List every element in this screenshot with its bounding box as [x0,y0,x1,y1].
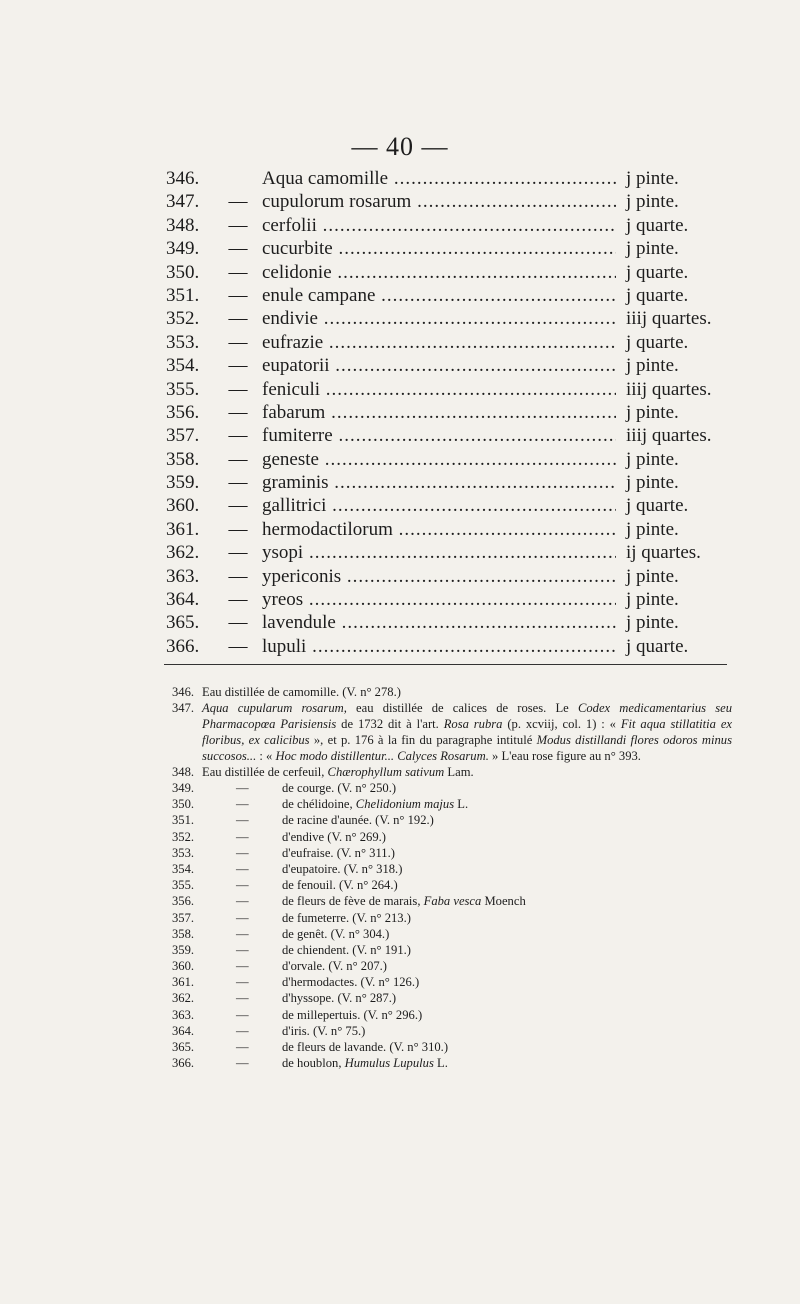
footnote-346 [172,684,732,700]
ditto-dash: — [228,238,248,260]
entry-quantity: j pinte. [626,448,679,470]
entry-name: cerfolii ..... [262,215,616,237]
ditto-dash: — [228,565,248,587]
ditto-dash: — [236,894,249,909]
entry-number: 366. [166,635,200,657]
entry-number: 346. [166,168,200,189]
ditto-dash: — [228,214,248,236]
ditto-dash: — [236,926,249,941]
footnote-row [172,845,732,861]
footnote-row [172,893,732,909]
ditto-dash: — [236,991,249,1006]
entry-row [166,612,726,635]
entry-row [166,379,726,402]
ditto-dash: — [236,845,249,860]
ditto-dash: — [228,378,248,400]
entry-row [166,355,726,378]
ditto-dash: — [228,472,248,494]
footnote-number: 359. [172,942,195,957]
ditto-dash: — [236,1040,249,1054]
entry-number: 347. [166,191,200,213]
footnote-row [172,780,732,796]
entry-name: hermodactilorum ..... [262,519,616,541]
entry-row [166,402,726,425]
ditto-dash: — [228,261,248,283]
text-run: Moench [481,894,526,909]
entry-quantity: iiij quartes. [626,308,712,330]
footnote-number: 363. [172,1007,195,1022]
text-run: d'hermodactes. (V. n° 126.) [282,975,420,990]
entry-row [166,332,726,355]
ditto-dash: — [236,1056,249,1071]
entry-quantity: j pinte. [626,589,679,611]
text-run: L. [454,797,469,812]
ditto-dash: — [236,1023,249,1038]
ditto-dash: — [228,589,248,611]
entry-number: 358. [166,448,200,470]
ditto-dash: — [236,813,249,828]
entry-name: fabarum ..... [262,402,616,424]
latin-name: Chærophyllum sativum [327,765,445,779]
text-run: de fleurs de fève de marais, [282,894,424,909]
entry-row [166,215,726,238]
footnote-text [282,780,732,796]
ditto-dash: — [228,331,248,353]
footnote-number: 364. [172,1023,195,1038]
ditto-dash: — [228,284,248,306]
entry-name: lavendule ..... [262,612,616,634]
entry-row [166,495,726,518]
entry-quantity: j quarte. [626,331,689,353]
page-number: — 40 — [351,132,449,161]
entry-name: graminis ..... [262,472,616,494]
entry-number: 363. [166,565,200,587]
entry-name: endivie ..... [262,308,616,330]
entry-row [166,191,726,214]
footnote-text [282,910,732,926]
text-run: de fumeterre. (V. n° 213.) [282,910,411,925]
footnote-row [172,796,732,812]
entry-row [166,519,726,542]
entry-name: fumiterre ..... [262,425,616,447]
footnote-row [172,974,732,990]
footnote-text [282,1007,732,1023]
footnote-row [172,990,732,1006]
ditto-dash: — [236,959,249,974]
footnote-number: 346. [172,685,195,699]
latin-name: Humulus Lupulus [344,1056,434,1071]
footnote-text [282,812,732,828]
text-run: de houblon, [282,1056,345,1071]
text-run: », et p. 176 à la fin du paragraphe intitulé [309,733,537,747]
entry-quantity: j pinte. [626,191,679,213]
ditto-dash: — [228,542,248,564]
ditto-dash: — [228,355,248,377]
footnote-row [172,812,732,828]
footnote-number: 351. [172,813,195,828]
entry-list [166,168,726,659]
entry-row [166,449,726,472]
entry-number: 351. [166,284,200,306]
entry-name: cupulorum rosarum ..... [262,191,616,213]
quotation: Fit aqua stillatitia ex floribus, ex calicibus [202,717,732,747]
ditto-dash: — [228,308,248,330]
footnote-number: 347. [172,701,195,715]
ditto-dash: — [228,191,248,213]
ditto-dash: — [236,942,249,957]
entry-quantity: j pinte. [626,565,679,587]
latin-name: Rosa rubra [443,717,503,731]
text-run: Lam. [444,765,474,779]
ditto-dash: — [228,448,248,470]
ditto-dash: — [228,612,248,634]
entry-number: 348. [166,214,200,236]
entry-quantity: iiij quartes. [626,425,712,447]
entry-name: enule campane ..... [262,285,616,307]
entry-number: 360. [166,495,200,517]
footnote-number: 348. [172,765,195,779]
footnote-row [172,1039,732,1055]
text-run: d'orvale. (V. n° 207.) [282,959,388,974]
ditto-dash: — [236,975,249,990]
footnote-number: 357. [172,910,195,925]
entry-number: 361. [166,518,200,540]
entry-name: cucurbite ..... [262,238,616,260]
latin-name: Aqua cupularum rosarum, [202,701,347,715]
footnote-text [202,764,732,780]
entry-name: eufrazie ..... [262,332,616,354]
book-title: Codex medicamentarius seu Pharmacopœa Parisiensis [202,701,732,731]
entry-quantity: iiij quartes. [626,378,712,400]
footnote-row [172,942,732,958]
footnote-number: 360. [172,959,195,974]
text-run: de 1732 dit à l'art. [336,717,444,731]
footnote-347 [172,700,732,764]
ditto-dash: — [236,797,249,812]
ditto-dash: — [236,781,249,795]
footnote-text [282,926,732,942]
entry-name: feniculi ..... [262,379,616,401]
footnote-row [172,829,732,845]
ditto-dash: — [228,518,248,540]
text-run: de courge. (V. n° 250.) [282,781,397,795]
footnote-row [172,1055,732,1071]
quotation: Modus distillandi flores odoros minus succosos... [202,733,732,763]
entry-name: celidonie ..... [262,262,616,284]
entry-quantity: j quarte. [626,214,689,236]
footnotes [172,684,732,1071]
text-run: de millepertuis. (V. n° 296.) [282,1007,423,1022]
text-run: de fenouil. (V. n° 264.) [282,878,398,893]
text-run: d'iris. (V. n° 75.) [282,1023,366,1038]
entry-row [166,285,726,308]
footnote-text [282,1055,732,1071]
footnote-text [282,893,732,909]
footnote-number: 349. [172,781,195,795]
footnote-row [172,1023,732,1039]
entry-quantity: j pinte. [626,401,679,423]
entry-name: ypericonis ..... [262,566,616,588]
ditto-dash: — [228,401,248,423]
entry-name: eupatorii ..... [262,355,616,377]
text-run: de fleurs de lavande. (V. n° 310.) [282,1040,449,1054]
entry-name: lupuli ..... [262,636,616,658]
entry-name: yreos ..... [262,589,616,611]
footnote-text [282,861,732,877]
entry-row [166,425,726,448]
footnote-text [282,990,732,1006]
footnote-348 [172,764,732,780]
footnote-number: 356. [172,894,195,909]
entry-row [166,168,726,191]
ditto-dash: — [236,878,249,893]
entry-quantity: j pinte. [626,518,679,540]
entry-row [166,636,726,659]
footnote-rows [172,780,732,1071]
footnote-text [282,845,732,861]
entry-name: ysopi ..... [262,542,616,564]
footnote-number: 362. [172,991,195,1006]
entry-quantity: j pinte. [626,238,679,260]
entry-quantity: j quarte. [626,261,689,283]
footnote-row [172,958,732,974]
entry-number: 362. [166,542,200,564]
text-run: Eau distillée de cerfeuil, [202,765,328,779]
footnote-text [282,1023,732,1039]
text-run: de chiendent. (V. n° 191.) [282,942,411,957]
ditto-dash: — [236,829,249,844]
footnote-number: 361. [172,975,195,990]
footnote-text [282,942,732,958]
text-run: d'eupatoire. (V. n° 318.) [282,861,403,876]
entry-number: 356. [166,401,200,423]
entry-row [166,542,726,565]
footnote-row [172,877,732,893]
entry-row [166,238,726,261]
ditto-dash: — [236,861,249,876]
text-run: : « [256,749,276,763]
entry-number: 349. [166,238,200,260]
entry-row [166,308,726,331]
ditto-dash: — [236,1007,249,1022]
footnote-row [172,1007,732,1023]
footnote-number: 355. [172,878,195,893]
footnote-number: 354. [172,861,195,876]
footnote-number: 366. [172,1056,195,1071]
entry-number: 353. [166,331,200,353]
entry-number: 350. [166,261,200,283]
text-run: de genêt. (V. n° 304.) [282,926,390,941]
footnote-number: 352. [172,829,195,844]
entry-quantity: j pinte. [626,355,679,377]
text-run: eau distillée de calices de roses. Le [346,701,578,715]
entry-quantity: j quarte. [626,635,689,657]
text-run: de chélidoine, [282,797,356,812]
footnote-number: 353. [172,845,195,860]
ditto-dash: — [236,910,249,925]
entry-quantity: j pinte. [626,472,679,494]
footnote-number: 350. [172,797,195,812]
entry-number: 354. [166,355,200,377]
entry-row [166,472,726,495]
footnote-text: Eau distillée de camomille. (V. n° 278.) [202,685,401,699]
text-run: L. [433,1056,448,1071]
ditto-dash: — [228,425,248,447]
footnote-number: 365. [172,1040,195,1054]
entry-row [166,566,726,589]
footnote-text [282,958,732,974]
entry-number: 364. [166,589,200,611]
entry-name: gallitrici ..... [262,495,616,517]
entry-quantity: j pinte. [626,612,679,634]
footnote-row [172,861,732,877]
entry-number: 359. [166,472,200,494]
entry-name: geneste ..... [262,449,616,471]
footnote-text [202,700,732,764]
entry-number: 355. [166,378,200,400]
entry-quantity: ij quartes. [626,542,701,564]
entry-number: 357. [166,425,200,447]
footnote-text [282,829,732,845]
quotation: Hoc modo distillentur... Calyces Rosarum. [275,749,489,763]
entry-number: 352. [166,308,200,330]
entry-name: Aqua camomille ..... [262,168,616,190]
ditto-dash: — [228,495,248,517]
text-run: de racine d'aunée. (V. n° 192.) [282,813,434,828]
footnote-text [282,1039,732,1055]
footnote-number: 358. [172,926,195,941]
text-run: (p. xcviij, col. 1) : « [502,717,621,731]
entry-row [166,589,726,612]
latin-name: Chelidonium majus [355,797,455,812]
footnote-text [282,796,732,812]
footnote-text [282,974,732,990]
latin-name: Faba vesca [423,894,482,909]
footnote-row [172,910,732,926]
ditto-dash: — [228,635,248,657]
text-run: d'endive (V. n° 269.) [282,829,386,844]
entry-quantity: j quarte. [626,284,689,306]
footnote-text [282,877,732,893]
entry-row [166,262,726,285]
entry-quantity: j quarte. [626,495,689,517]
text-run: » L'eau rose figure au n° 393. [488,749,641,763]
divider-rule [164,664,727,665]
text-run: d'eufraise. (V. n° 311.) [282,845,395,860]
entry-number: 365. [166,612,200,634]
footnote-row [172,926,732,942]
text-run: d'hyssope. (V. n° 287.) [282,991,397,1006]
entry-quantity: j pinte. [626,168,679,189]
